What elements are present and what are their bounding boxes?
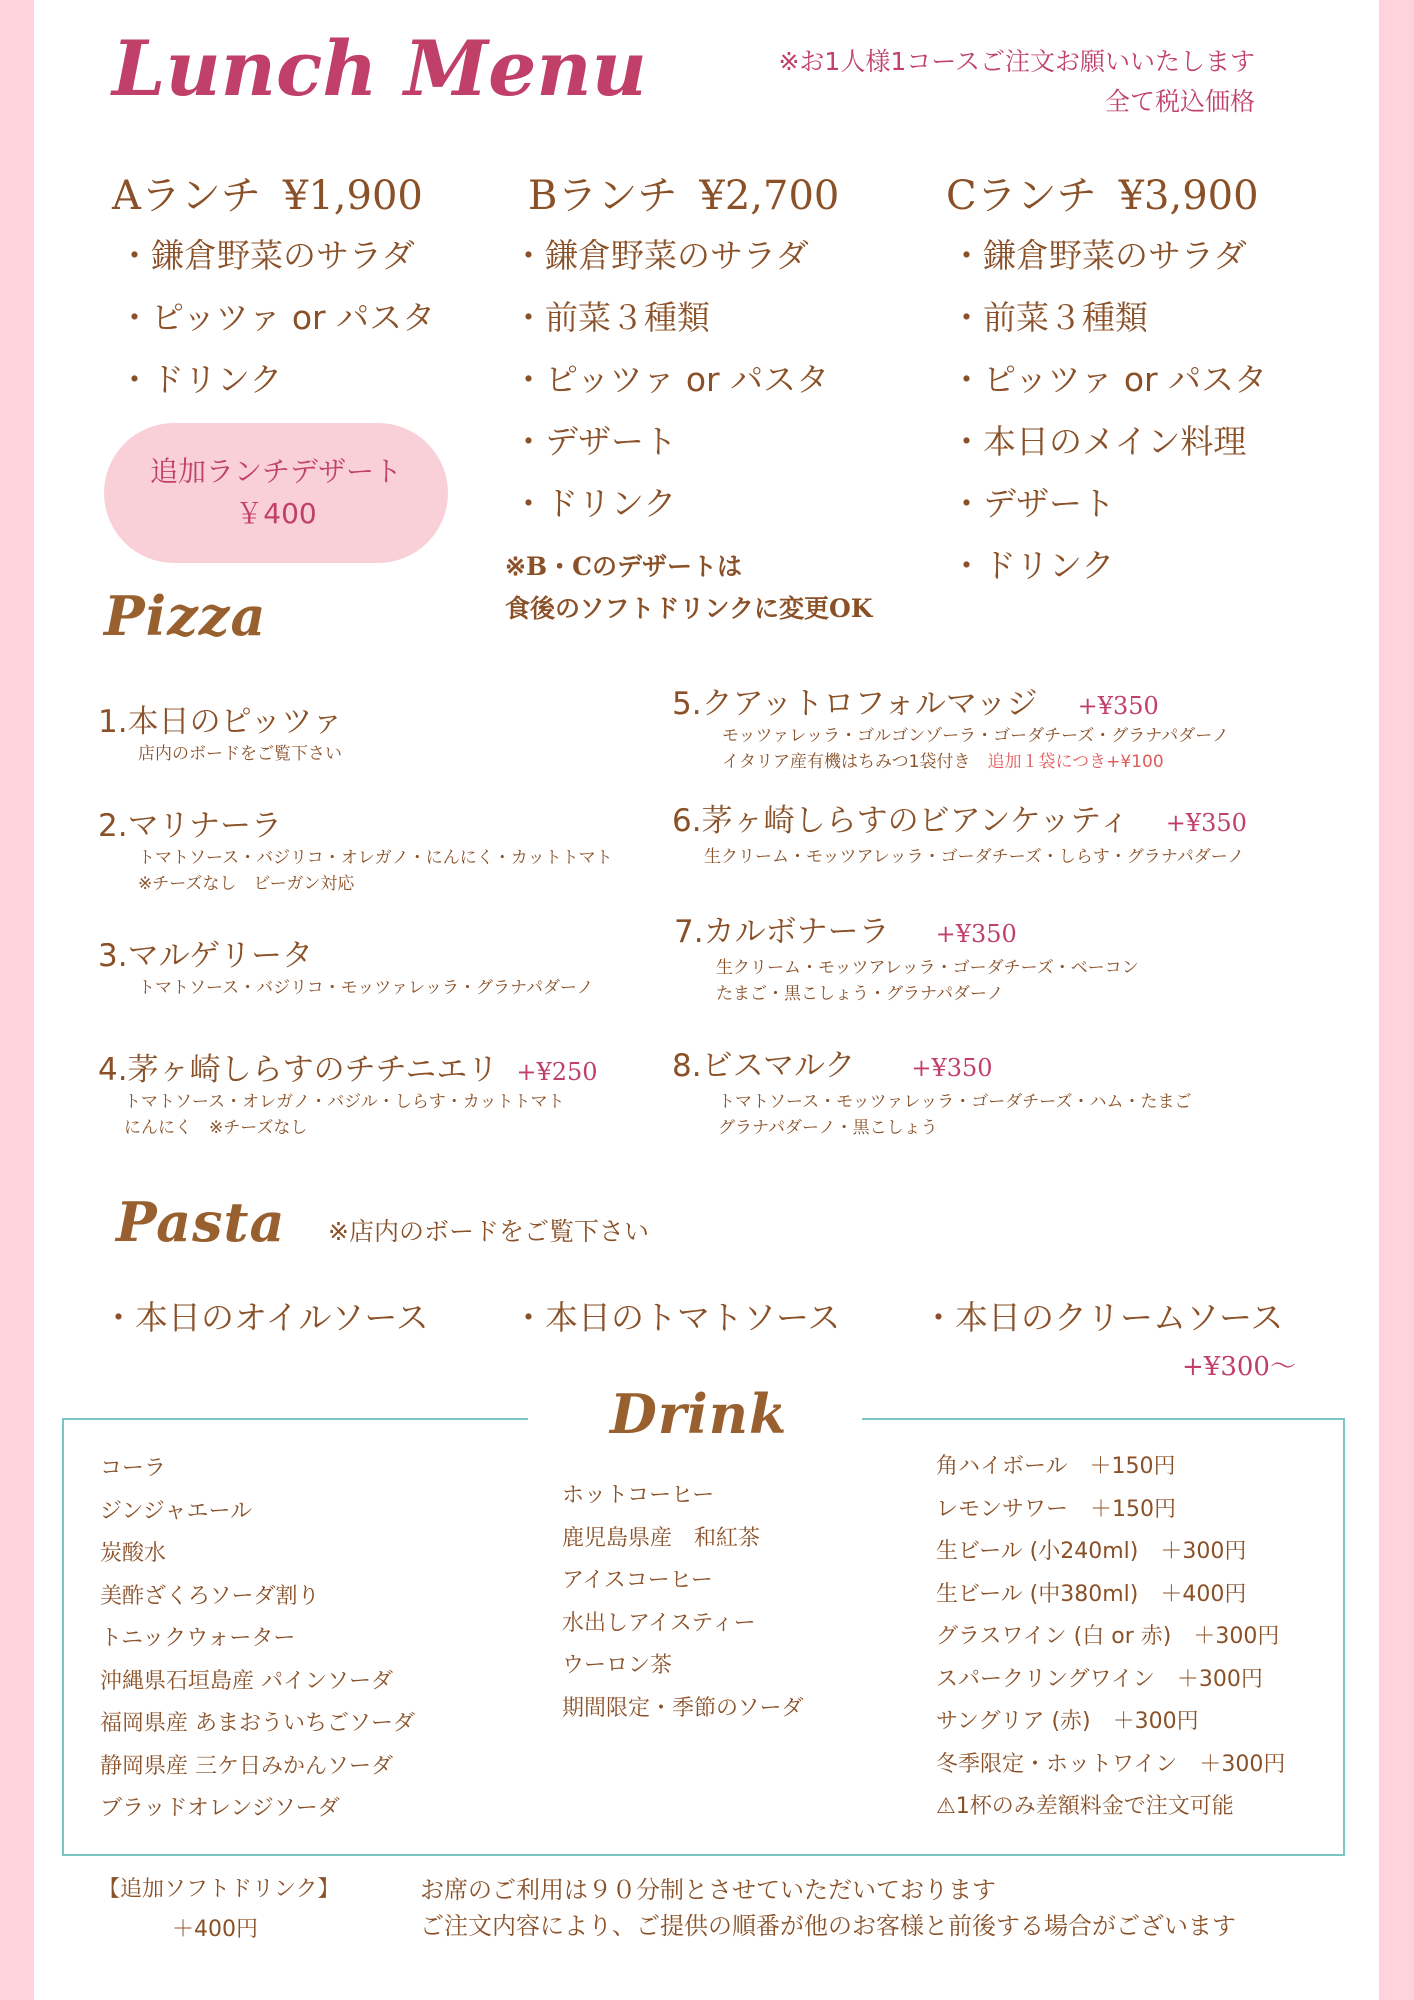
course-c-list [950,225,1267,597]
pizza-name: 4.茅ヶ崎しらすのチチニエリ [98,1052,499,1088]
pizza-item [98,800,613,897]
bc-note-line2: 食後のソフトドリンクに変更OK [505,594,873,623]
pizza-price: +¥350 [911,1054,993,1082]
pizza-name: 6.茅ヶ崎しらすのビアンケッティ [672,803,1130,839]
course-b-item: ・ピッツァ or パスタ [512,360,830,399]
drink-col-alcohol [936,1446,1285,1829]
pizza-item [98,1044,598,1141]
pizza-price: +¥350 [1077,692,1159,720]
course-a-item: ・ドリンク [118,360,283,399]
course-a-name: Aランチ [112,173,261,219]
header-note-line2: 全て税込価格 [1104,87,1255,116]
course-c-name: Cランチ [946,173,1097,219]
pizza-desc: トマトソース・オレガノ・バジル・しらす・カットトマト [124,1092,565,1112]
pizza-item [672,1040,1191,1141]
pizza-item [672,678,1229,775]
course-b-name: Bランチ [528,173,678,219]
course-c-title [946,164,1259,221]
pizza-name: 1.本日のピッツァ [98,704,344,740]
pizza-desc: 生クリーム・モッツアレッラ・ゴーダチーズ・しらす・グラナパダーノ [704,847,1245,867]
drink-item: 鹿児島県産 和紅茶 [562,1525,761,1551]
pizza-desc: ※チーズなし ビーガン対応 [138,874,355,894]
drink-item: 角ハイボール ＋150円 [936,1454,1176,1479]
pizza-name: 8.ビスマルク [672,1048,856,1084]
pizza-name: 3.マルゲリータ [98,938,313,974]
drink-item: ジンジャエール [100,1498,253,1524]
pizza-desc: トマトソース・モッツァレッラ・ゴーダチーズ・ハム・たまご [718,1092,1192,1112]
course-a-title [112,164,423,221]
page-title: Lunch Menu [112,24,647,113]
course-a-item: ・鎌倉野菜のサラダ [118,236,415,275]
course-c-item: ・鎌倉野菜のサラダ [950,236,1247,275]
pasta-note: ※店内のボードをご覧下さい [328,1217,649,1246]
pizza-desc: 店内のボードをご覧下さい [138,744,342,764]
course-b-item: ・ドリンク [512,484,677,523]
pizza-price: +¥250 [516,1058,598,1086]
course-b-price: ¥2,700 [699,173,840,219]
drink-item: 沖縄県石垣島産 パインソーダ [100,1668,393,1694]
dessert-addon-badge [104,423,448,563]
drink-item: サングリア (赤) ＋300円 [936,1709,1199,1734]
header-note [600,42,1255,122]
pizza-desc: イタリア産有機はちみつ1袋付き [722,752,971,772]
pizza-item [98,930,594,1001]
pasta-cream-price: +¥300〜 [1182,1352,1296,1382]
pizza-desc: にんにく ※チーズなし [124,1118,308,1138]
drink-item: ホットコーヒー [562,1483,715,1508]
pizza-desc: モッツァレッラ・ゴルゴンゾーラ・ゴーダチーズ・グラナパダーノ [722,726,1229,746]
pizza-desc-extra: 追加１袋につき+¥100 [987,752,1164,772]
drink-col-soft [100,1448,415,1831]
pizza-item [672,795,1247,870]
pizza-desc: グラナパダーノ・黒こしょう [718,1118,938,1138]
drink-item: 炭酸水 [100,1541,167,1566]
drink-item: 静岡県産 三ケ日みかんソーダ [100,1753,393,1779]
pasta-item: ・本日のトマトソース [512,1298,841,1337]
pizza-item [98,696,343,767]
pizza-name: 5.クアットロフォルマッジ [672,686,1038,722]
drink-item: ⚠1杯のみ差額料金で注文可能 [936,1794,1234,1819]
course-c-item: ・ドリンク [950,546,1115,585]
pizza-desc: トマトソース・バジリコ・モッツァレッラ・グラナパダーノ [138,978,594,998]
drink-item: アイスコーヒー [562,1568,713,1593]
seating-note: お席のご利用は９０分制とさせていただいております [420,1876,996,1904]
drink-item: 生ビール (中380ml) ＋400円 [936,1581,1247,1607]
pizza-price: +¥350 [1165,809,1247,837]
drink-item: 生ビール (小240ml) ＋300円 [936,1539,1247,1564]
pizza-desc: 生クリーム・モッツアレッラ・ゴーダチーズ・ベーコン [716,958,1139,978]
pasta-heading: Pasta [116,1190,286,1254]
course-b-list [512,225,829,535]
course-b-title [528,164,839,221]
drink-item: グラスワイン (白 or 赤) ＋300円 [936,1624,1280,1649]
course-c-price: ¥3,900 [1118,173,1259,219]
course-c-item: ・本日のメイン料理 [950,422,1247,461]
pasta-item: ・本日のオイルソース [102,1298,429,1337]
addon-softdrink-price: ＋400円 [172,1917,258,1942]
course-a-item: ・ピッツァ or パスタ [118,298,436,337]
course-b-item: ・デザート [512,422,677,461]
course-c-item: ・ピッツァ or パスタ [950,360,1268,399]
drink-col-tea [562,1475,804,1730]
order-note: ご注文内容により、ご提供の順番が他のお客様と前後する場合がございます [420,1912,1236,1940]
drink-item: レモンサワー ＋150円 [936,1496,1176,1522]
bc-note-line1: ※B・Cのデザートは [505,552,742,581]
drink-item: スパークリングワイン ＋300円 [936,1666,1263,1692]
dessert-addon-price: ￥400 [235,497,317,530]
drink-item: 冬季限定・ホットワイン ＋300円 [936,1751,1286,1777]
drink-item: 水出しアイスティー [562,1610,756,1636]
drink-heading: Drink [610,1382,788,1446]
pizza-name: 7.カルボナーラ [674,914,890,950]
course-b-item: ・前菜３種類 [512,298,710,337]
pizza-desc: トマトソース・バジリコ・オレガノ・にんにく・カットトマト [138,848,613,868]
drink-item: ウーロン茶 [562,1653,673,1678]
pizza-name: 2.マリナーラ [98,808,282,844]
pizza-price: +¥350 [935,920,1017,948]
drink-item: コーラ [100,1456,167,1481]
drink-item: ブラッドオレンジソーダ [100,1796,340,1821]
course-c-item: ・前菜３種類 [950,298,1148,337]
pizza-desc: たまご・黒こしょう・グラナパダーノ [716,984,1004,1004]
pasta-item: ・本日のクリームソース [922,1298,1284,1337]
drink-item: トニックウォーター [100,1626,296,1651]
course-a-price: ¥1,900 [282,173,423,219]
dessert-addon-label: 追加ランチデザート [149,455,402,488]
header-note-line1: ※お1人様1コースご注文お願いいたします [778,47,1255,76]
course-b-item: ・鎌倉野菜のサラダ [512,236,809,275]
course-a-list [118,225,435,411]
drink-item: 福岡県産 あまおういちごソーダ [100,1711,415,1736]
pizza-item [674,906,1139,1007]
addon-softdrink-label: 【追加ソフトドリンク】 [98,1877,340,1902]
course-c-item: ・デザート [950,484,1115,523]
pizza-heading: Pizza [104,584,267,648]
bc-dessert-note [505,546,873,630]
drink-item: 期間限定・季節のソーダ [562,1695,804,1721]
drink-item: 美酢ざくろソーダ割り [100,1583,320,1609]
